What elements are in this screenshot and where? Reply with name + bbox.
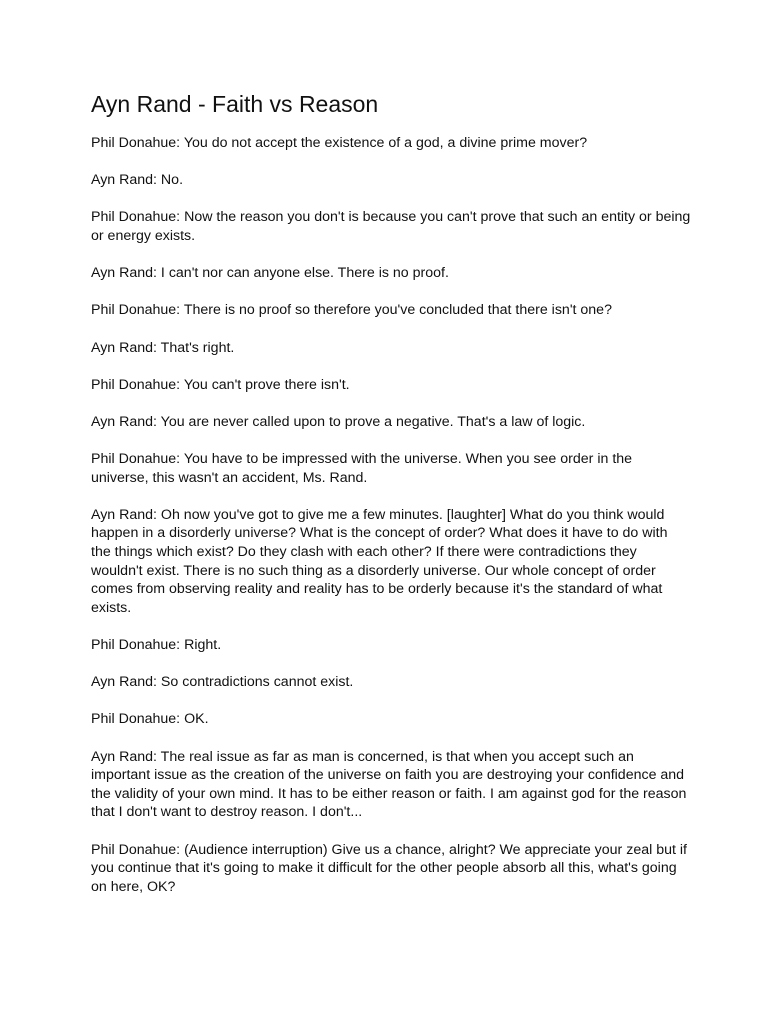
transcript-paragraph: Ayn Rand: I can't nor can anyone else. There is no proof. (91, 265, 449, 282)
transcript-paragraph: Ayn Rand: Oh now you've got to give me a few minutes. [laughter] What do you think would happen in a disorderly universe? What is the concept of order? What does it have to do with the things which exist? Do they clash with each other? If there were contradictions they wouldn't exist. There is no such thing as a disorderly universe. Our whole concept of order comes from observing reality and reality has to be orderly because it's the standard of what exists. (91, 506, 668, 616)
transcript-paragraph: Phil Donahue: Right. (91, 637, 222, 654)
transcript-paragraph: Phil Donahue: You have to be impressed with the universe. When you see order in the universe, this wasn't an accident, Ms. Rand. (91, 451, 633, 486)
document-page (91, 88, 691, 915)
transcript-paragraph: Ayn Rand: So contradictions cannot exist. (91, 674, 354, 691)
transcript-paragraph: Ayn Rand: The real issue as far as man is concerned, is that when you accept such an important issue as the creation of the universe on faith you are destroying your confidence and the validity of your own mind. It has to be either reason or faith. I am against god for the reason that I don't want to destroy reason. I don't... (91, 748, 687, 821)
transcript-paragraph: Ayn Rand: No. (91, 172, 184, 189)
transcript-paragraph: Phil Donahue: You can't prove there isn't. (91, 376, 350, 393)
transcript-paragraph: Phil Donahue: (Audience interruption) Give us a chance, alright? We appreciate your zeal but if you continue that it's going to make it difficult for the other people absorb all this, what's going on here, OK? (91, 841, 687, 895)
transcript-paragraph: Phil Donahue: Now the reason you don't is because you can't prove that such an entity or being or energy exists. (91, 209, 691, 244)
document-title: Ayn Rand - Faith vs Reason (91, 91, 379, 117)
transcript-paragraph: Ayn Rand: You are never called upon to prove a negative. That's a law of logic. (91, 413, 586, 430)
transcript-paragraph: Phil Donahue: You do not accept the existence of a god, a divine prime mover? (91, 135, 588, 151)
transcript-paragraph: Phil Donahue: OK. (91, 711, 209, 728)
transcript-paragraph: Ayn Rand: That's right. (91, 339, 235, 356)
transcript-paragraph: Phil Donahue: There is no proof so therefore you've concluded that there isn't one? (91, 302, 612, 319)
